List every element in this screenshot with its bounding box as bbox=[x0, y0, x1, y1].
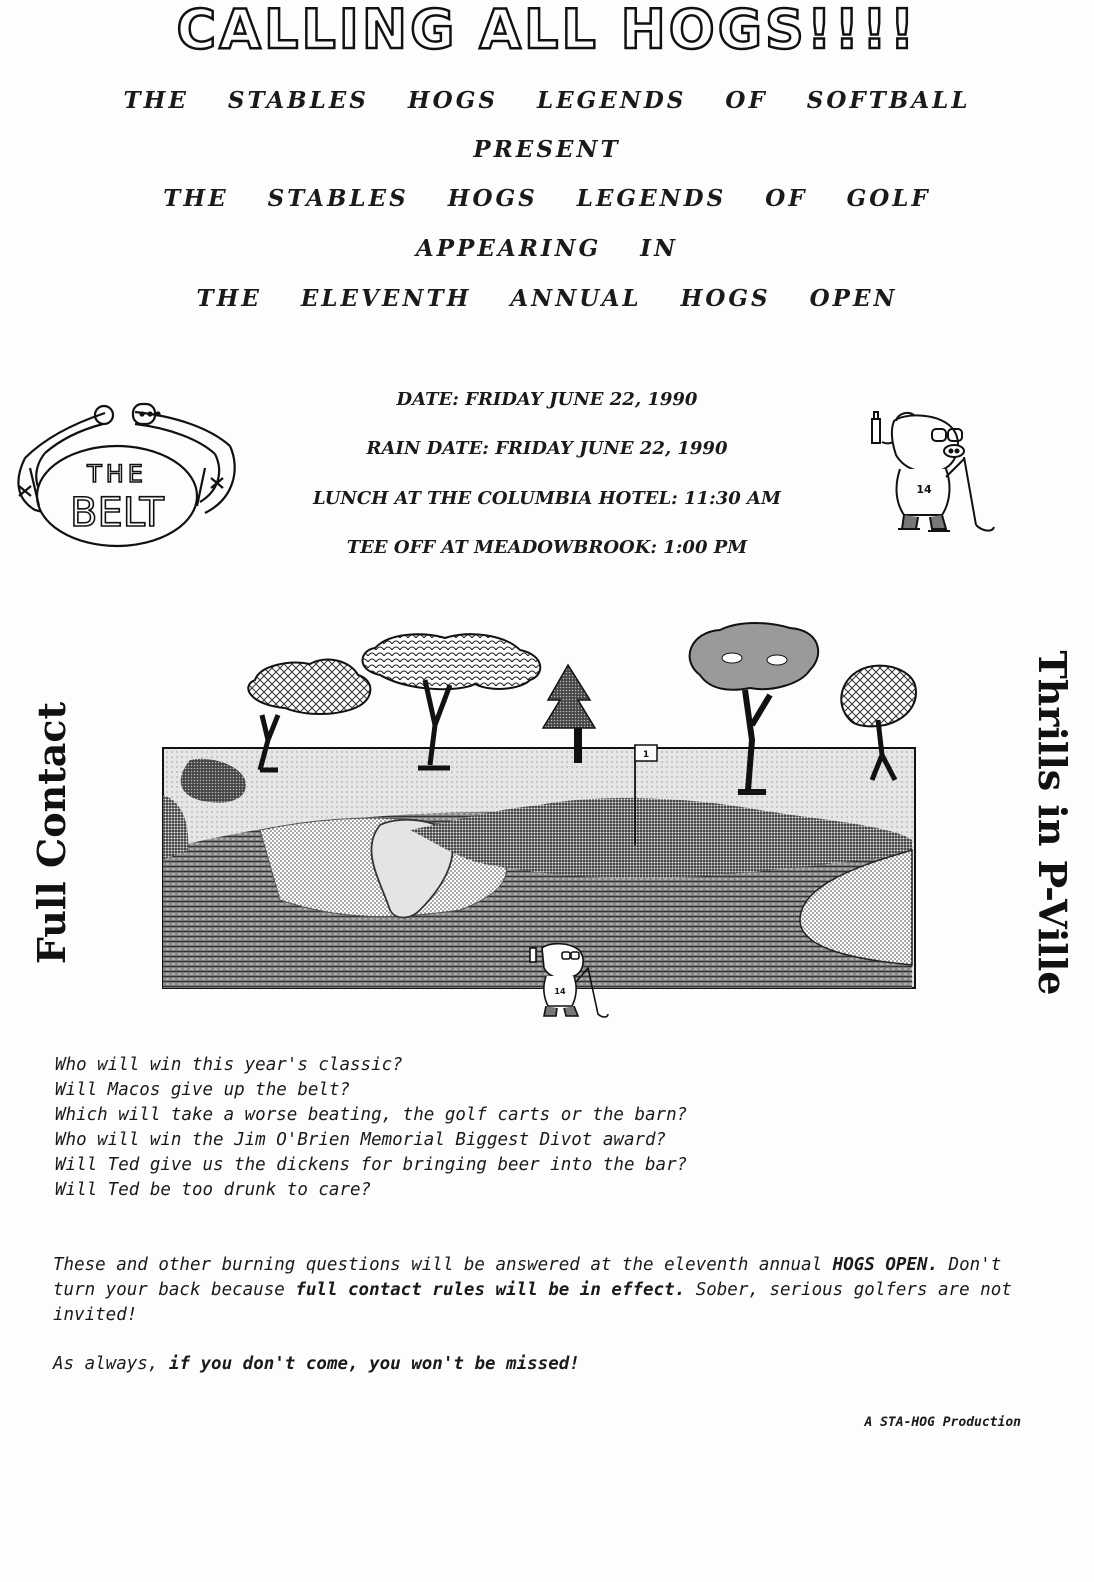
question-item: Will Ted give us the dickens for bringing beer into the bar? bbox=[55, 1155, 688, 1175]
question-list bbox=[55, 1053, 1035, 1203]
side-text-left: Full Contact bbox=[29, 701, 74, 965]
production-credit: A STA-HOG Production bbox=[864, 1415, 1021, 1430]
paragraph-emphasis: full contact rules will be in effect. bbox=[295, 1280, 686, 1300]
paragraph-text: These and other burning questions will be answered at the eleventh annual bbox=[53, 1255, 833, 1275]
belt-illustration bbox=[5, 398, 240, 553]
paragraph-burning-questions bbox=[53, 1253, 1038, 1328]
question-item: Who will win the Jim O'Brien Memorial Biggest Divot award? bbox=[55, 1130, 667, 1150]
belt-text-belt: BELT bbox=[70, 490, 164, 536]
event-lunch: LUNCH AT THE COLUMBIA HOTEL: 11:30 AM bbox=[313, 488, 781, 509]
event-rain-date: RAIN DATE: FRIDAY JUNE 22, 1990 bbox=[366, 438, 728, 459]
question-item: Who will win this year's classic? bbox=[55, 1055, 403, 1075]
title-line-5: THE ELEVENTH ANNUAL HOGS OPEN bbox=[196, 285, 898, 312]
title-line-4: APPEARING IN bbox=[415, 235, 679, 262]
paragraph-text: Sober, serious golfers are not invited! bbox=[53, 1280, 1012, 1325]
paragraph-text: As always, bbox=[53, 1354, 169, 1374]
belt-text-the: THE bbox=[87, 460, 147, 488]
title-line-3: THE STABLES HOGS LEGENDS OF GOLF bbox=[163, 185, 931, 212]
flag-number: 1 bbox=[642, 750, 650, 760]
paragraph-emphasis: HOGS OPEN. bbox=[832, 1255, 939, 1275]
title-line-2: PRESENT bbox=[473, 136, 621, 163]
event-date: DATE: FRIDAY JUNE 22, 1990 bbox=[396, 389, 698, 410]
question-item: Will Macos give up the belt? bbox=[55, 1080, 351, 1100]
event-tee-off: TEE OFF AT MEADOWBROOK: 1:00 PM bbox=[346, 537, 748, 558]
hog-mascot-top bbox=[864, 407, 999, 542]
side-text-right: Thrills in P-Ville bbox=[1030, 650, 1075, 996]
question-item: Which will take a worse beating, the golf carts or the barn? bbox=[55, 1105, 688, 1125]
hog-mascot-bottom bbox=[524, 938, 614, 1023]
paragraph-closing bbox=[53, 1352, 1038, 1377]
title-line-1: THE STABLES HOGS LEGENDS OF SOFTBALL bbox=[123, 87, 971, 114]
paragraph-text: Don't turn your back because bbox=[53, 1255, 1002, 1300]
mascot-jersey-number-bottom: 14 bbox=[554, 987, 566, 996]
question-item: Will Ted be too drunk to care? bbox=[55, 1180, 372, 1200]
paragraph-emphasis: if you don't come, you won't be missed! bbox=[168, 1354, 580, 1374]
mascot-jersey-number-top: 14 bbox=[916, 483, 932, 496]
headline: CALLING ALL HOGS!!!! bbox=[176, 0, 918, 61]
